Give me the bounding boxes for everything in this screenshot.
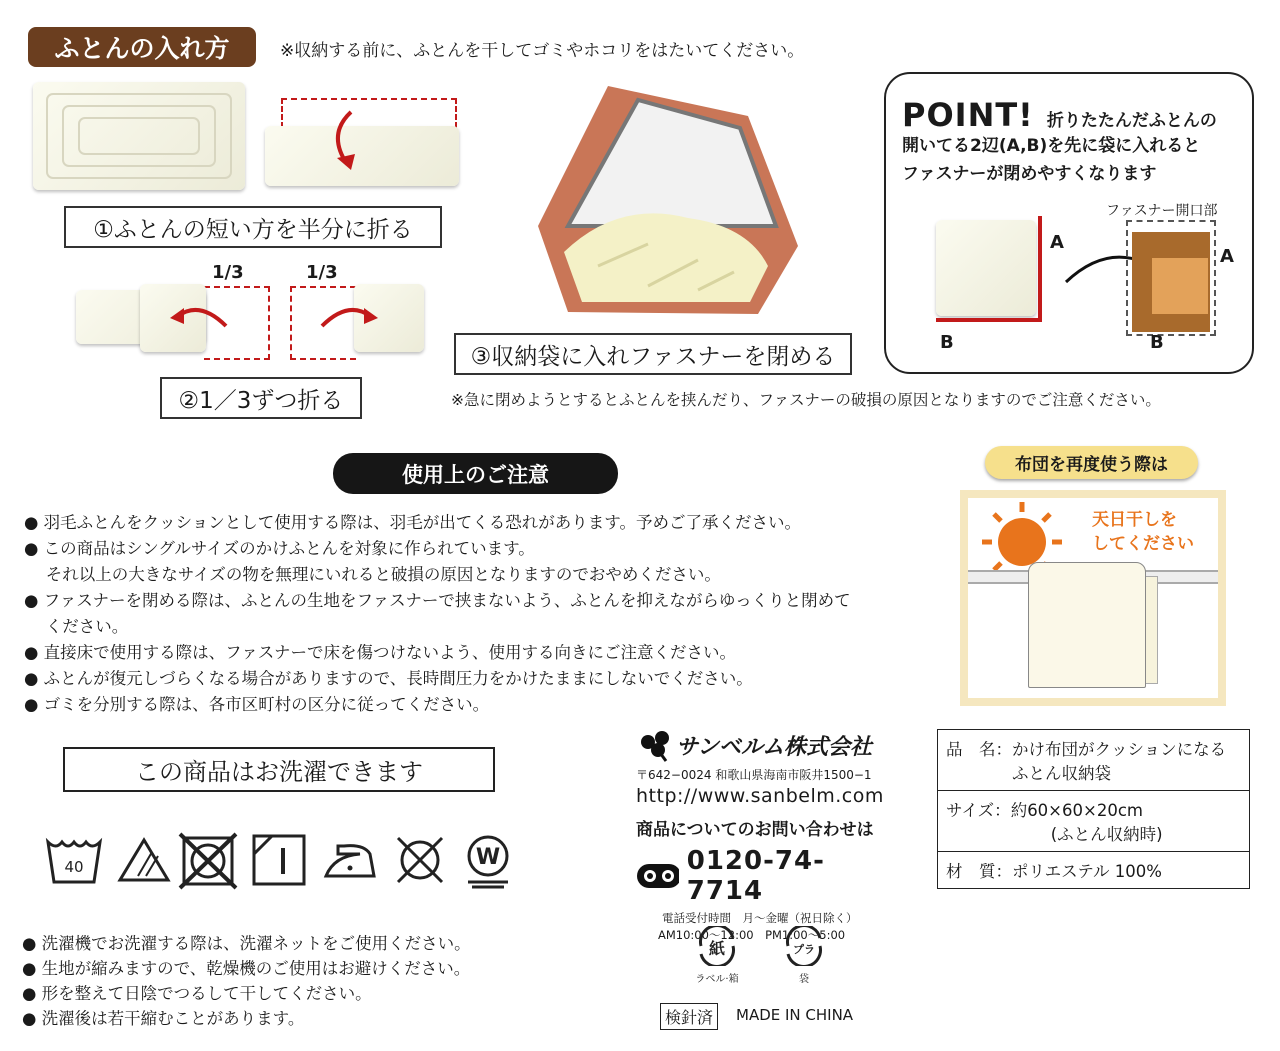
paper-mark-text: 紙: [708, 939, 726, 958]
iron-low-icon: [320, 830, 380, 890]
usage-item: ● ファスナーを閉める際は、ふとんの生地をファスナーで挟まないよう、ふとんを抑えながらゆっくりと閉めて: [24, 591, 851, 610]
usage-item: ● 羽毛ふとんをクッションとして使用する際は、羽毛が出てくる恐れがあります。予めご了承ください。: [24, 513, 801, 532]
futon-fold-right-illustration: [290, 282, 430, 358]
usage-title: 使用上のご注意: [333, 453, 618, 494]
spec-row-name: [938, 730, 1249, 791]
label-b-right: B: [1150, 332, 1164, 353]
point-line2: 開いてる2辺(A,B)を先に袋に入れると: [902, 136, 1201, 156]
spec-name-value-1: かけ布団がクッションになる: [1012, 740, 1227, 759]
label-a-left: A: [1050, 232, 1064, 253]
label-a-right: A: [1220, 246, 1234, 267]
washing-note: ● 洗濯後は若干縮むことがあります。: [22, 1009, 305, 1028]
spec-row-material: [938, 852, 1249, 888]
washing-notes: [22, 931, 471, 1031]
paper-recycle-mark: [689, 926, 745, 985]
point-line3: ファスナーが閉めやすくなります: [902, 164, 1157, 184]
company-name: サンベルム株式会社: [676, 734, 873, 760]
usage-item: ● ふとんが復元しづらくなる場合がありますので、長時間圧力をかけたままにしないでください。: [24, 669, 753, 688]
spec-material-label: 材 質：: [946, 862, 1012, 881]
freedial-icon: [636, 863, 679, 889]
origin-label: MADE IN CHINA: [736, 1006, 854, 1024]
washing-note: ● 洗濯機でお洗濯する際は、洗濯ネットをご使用ください。: [22, 934, 471, 953]
usage-item: それ以上の大きなサイズの物を無理にいれると破損の原因となりますのでおやめください。: [24, 565, 721, 584]
sun-dry-illustration: [960, 490, 1226, 706]
step3-label: ③収納袋に入れファスナーを閉める: [454, 333, 852, 375]
hanging-futon-front: [1028, 562, 1146, 688]
inspected-stamp: 検針済: [660, 1003, 718, 1030]
wash-temp: 40: [64, 858, 84, 876]
plastic-recycle-mark: [779, 926, 829, 985]
spec-size-value-1: 約60×60×20cm: [1010, 801, 1143, 820]
no-dry-clean-icon: [390, 830, 450, 890]
usage-item: ください。: [24, 617, 129, 636]
dry-clean-letter: W: [475, 845, 501, 870]
spec-row-size: [938, 791, 1249, 852]
section-title: ふとんの入れ方: [28, 27, 256, 67]
point-line1: 折りたたんだふとんの: [1046, 111, 1217, 131]
hours-value: AM10:00〜12:00 PM1:00〜5:00: [658, 928, 846, 942]
zipper-opening-label: ファスナー開口部: [1106, 203, 1218, 219]
sun-dry-line2: してください: [1092, 534, 1194, 554]
hours-label: 電話受付時間 月〜金曜（祝日除く）: [662, 911, 858, 925]
step1-label: ①ふとんの短い方を半分に折る: [64, 206, 442, 248]
futon-fold-left-illustration: [76, 282, 270, 358]
washable-label: この商品はお洗濯できます: [63, 747, 495, 792]
plastic-mark-text: プラ: [793, 943, 815, 956]
company-block: [636, 728, 886, 943]
spec-material-value: ポリエステル 100%: [1012, 862, 1162, 881]
spec-size-label: サイズ：: [946, 801, 1011, 820]
company-url[interactable]: http://www.sanbelm.com: [636, 785, 884, 807]
reuse-title: 布団を再度使う際は: [985, 446, 1198, 479]
spec-name-label: 品 名：: [946, 740, 1012, 759]
line-dry-shade-icon: [250, 830, 310, 890]
washing-note: ● 生地が縮みますので、乾燥機のご使用はお避けください。: [22, 959, 471, 978]
header-note: ※収納する前に、ふとんを干してゴミやホコリをはたいてください。: [280, 41, 805, 61]
company-address: 〒642−0024 和歌山県海南市阪井1500−1: [636, 768, 872, 782]
zipper-warning: ※急に閉めようとするとふとんを挟んだり、ファスナーの破損の原因となりますのでご注意ください。: [451, 391, 1161, 409]
sun-dry-line1: 天日干しを: [1092, 510, 1177, 530]
usage-item: ● 直接床で使用する際は、ファスナーで床を傷つけないよう、使用する向きにご注意ください。: [24, 643, 736, 662]
label-b-left: B: [940, 332, 954, 353]
bleach-icon: [114, 830, 174, 890]
paper-mark-label: ラベル·箱: [695, 974, 739, 985]
futon-flat-illustration: [33, 82, 245, 190]
plastic-recycle-icon: [780, 926, 828, 966]
spec-name-value-2: ふとん収納袋: [1012, 764, 1111, 783]
spec-size-value-2: (ふとん収納時): [1050, 825, 1163, 844]
futon-fold-half-illustration: [265, 98, 459, 188]
usage-item: ● ゴミを分別する際は、各市区町村の区分に従ってください。: [24, 695, 490, 714]
paper-recycle-icon: [693, 926, 741, 966]
wet-clean-icon: [458, 830, 518, 890]
no-tumble-dry-icon: [178, 830, 238, 890]
storage-bag-illustration: [528, 76, 806, 320]
company-logo-icon: [636, 728, 676, 762]
third-label-left: 1/3: [212, 262, 244, 283]
sun-dry-text: [1092, 508, 1194, 556]
spec-table: [937, 729, 1250, 889]
point-box: [884, 72, 1254, 374]
third-label-right: 1/3: [306, 262, 338, 283]
phone-number[interactable]: 0120-74-7714: [686, 846, 825, 906]
step2-label: ②1／3ずつ折る: [160, 377, 362, 419]
open-edges-marker: [932, 214, 1042, 324]
inquiry-label: 商品についてのお問い合わせは: [636, 820, 874, 840]
usage-list: [24, 510, 851, 718]
bag-outline: [1126, 220, 1216, 336]
point-heading: POINT!: [902, 96, 1034, 134]
washing-note: ● 形を整えて日陰でつるして干してください。: [22, 984, 372, 1003]
plastic-mark-label: 袋: [799, 974, 809, 985]
usage-item: ● この商品はシングルサイズのかけふとんを対象に作られています。: [24, 539, 535, 558]
wash-40-icon: [44, 830, 104, 890]
